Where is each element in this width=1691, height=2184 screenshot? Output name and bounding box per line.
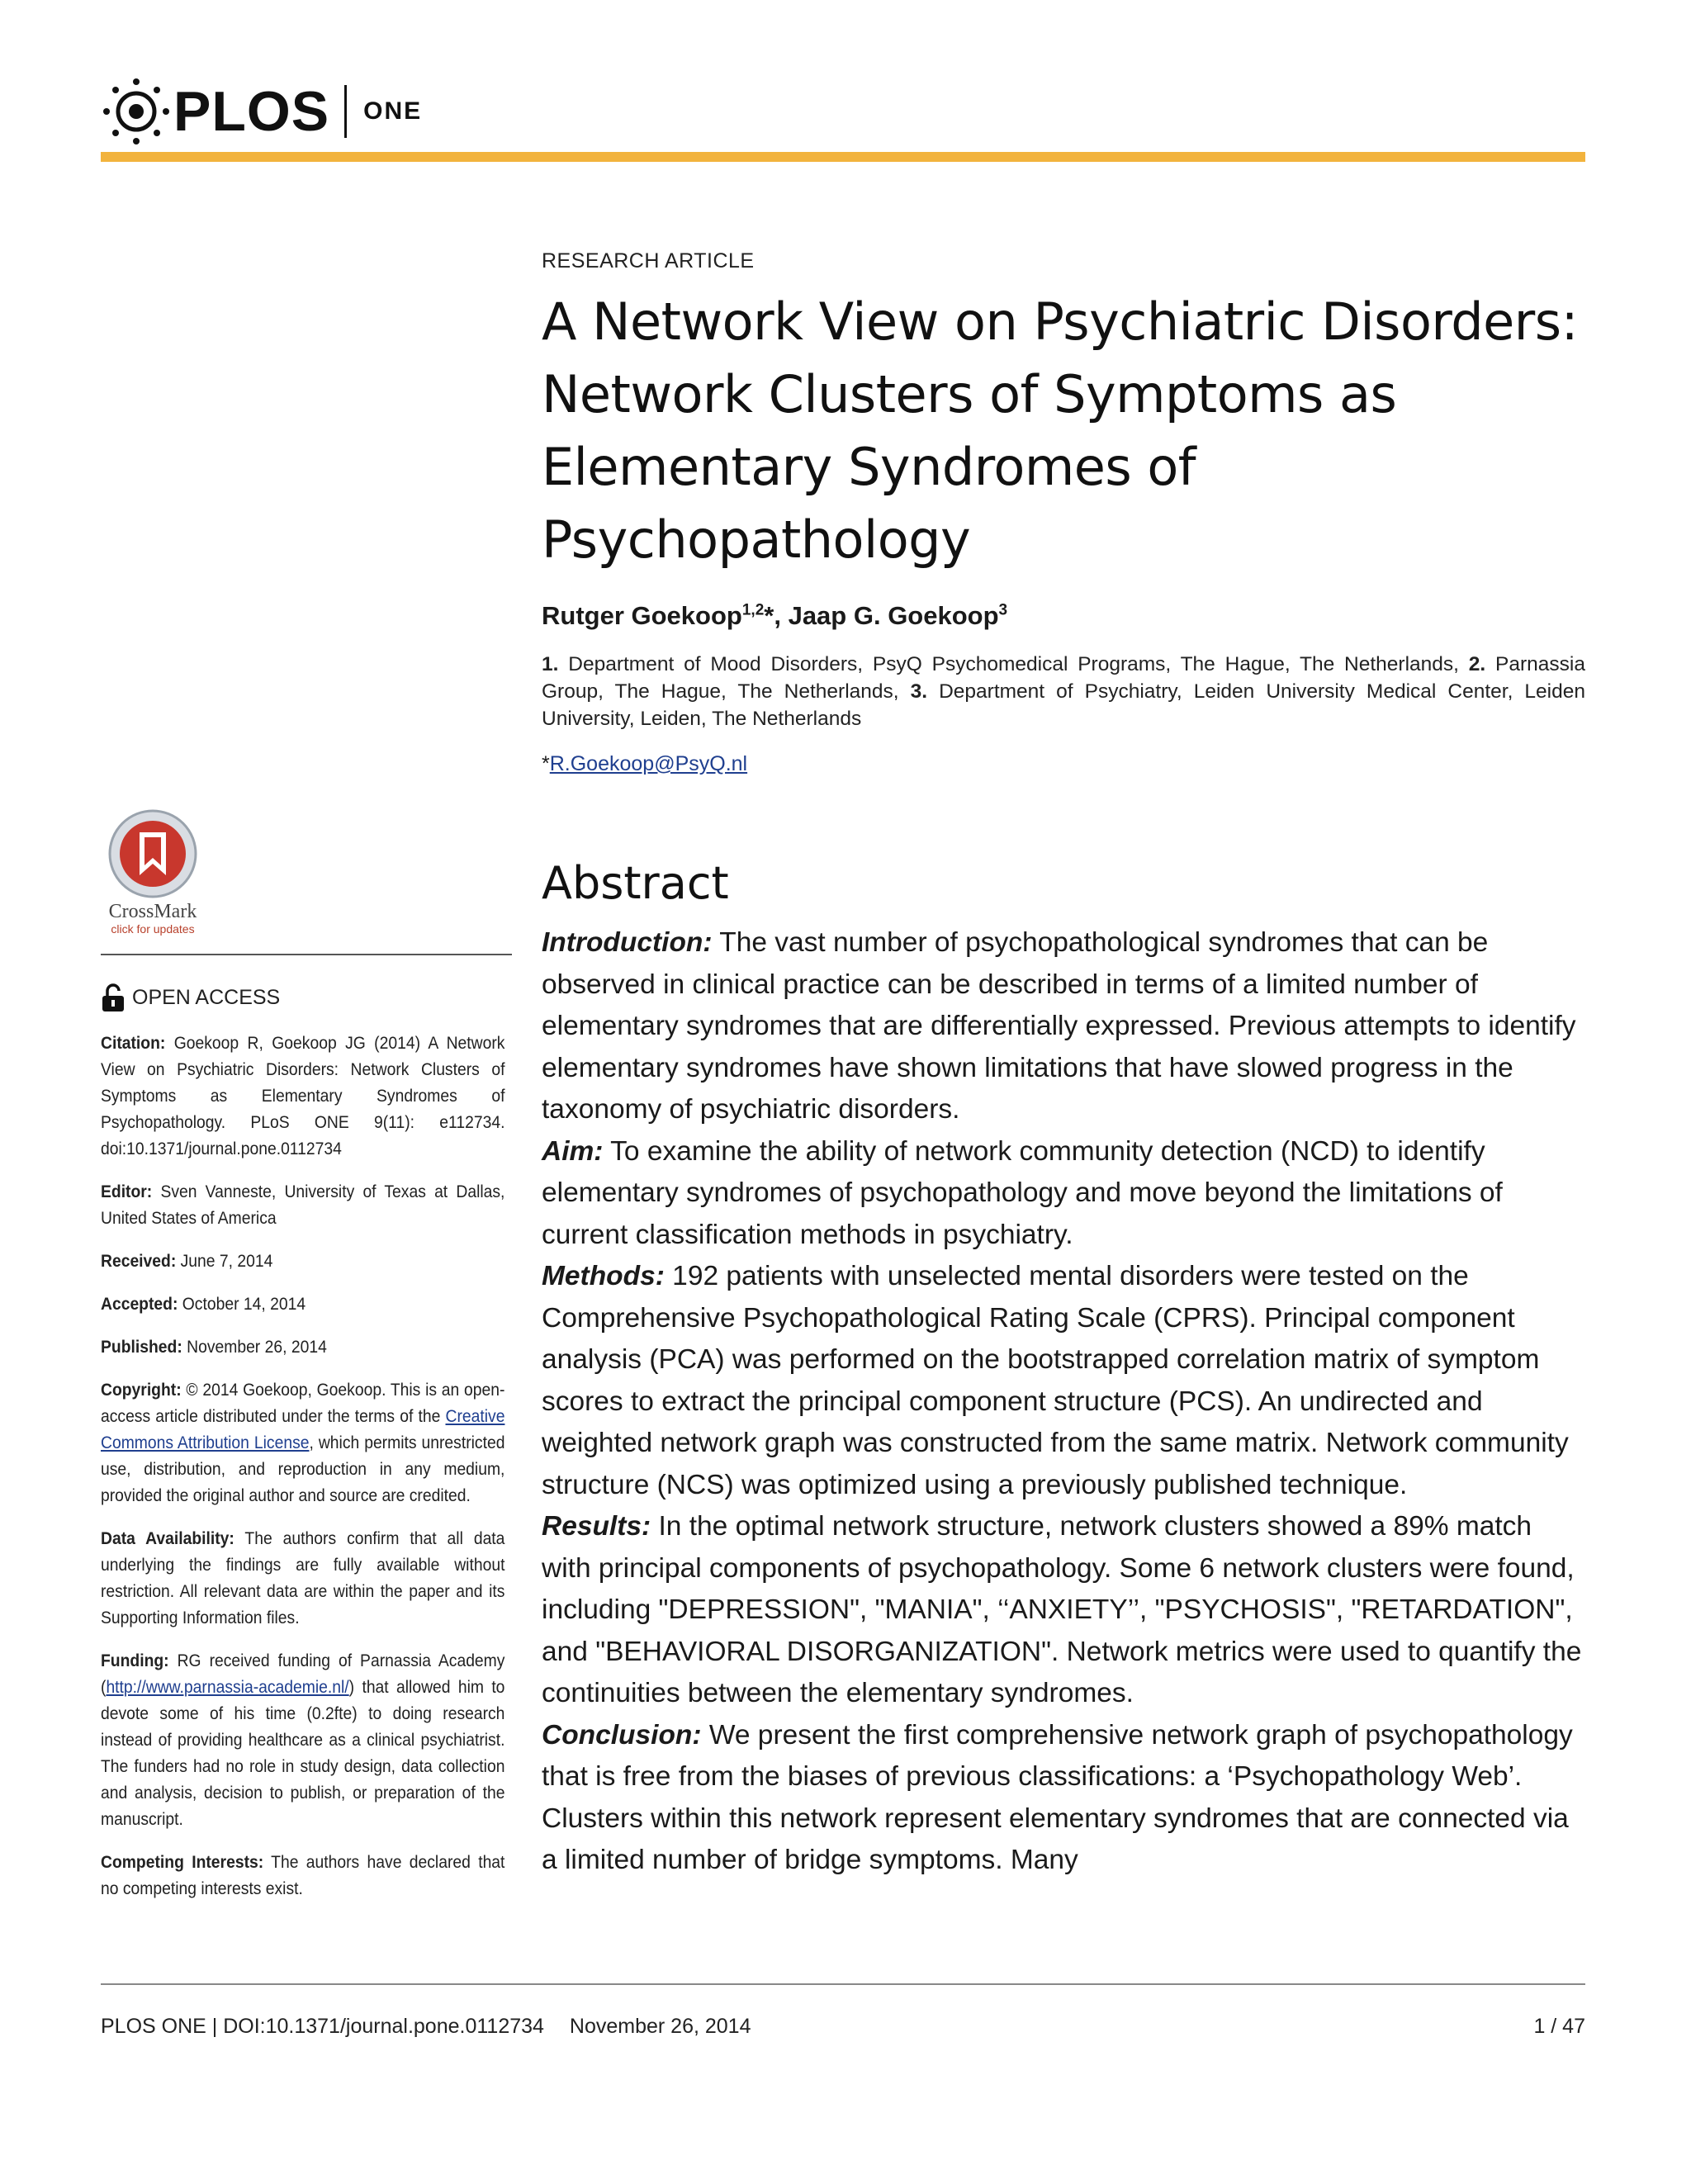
editor-text: Sven Vanneste, University of Texas at Dallas, United States of America xyxy=(101,1182,505,1228)
author-name[interactable]: Rutger Goekoop xyxy=(542,601,742,630)
open-access-label: OPEN ACCESS xyxy=(132,985,281,1009)
competing-interests xyxy=(101,1850,504,1902)
data-availability-label: Data Availability: xyxy=(101,1529,234,1548)
editor xyxy=(101,1179,504,1232)
section-text: To examine the ability of network community detection (NCD) to identify elementary syndromes of psychopathology and move beyond the limitations of current classification methods in psychiatry. xyxy=(542,1135,1503,1250)
published-text: November 26, 2014 xyxy=(182,1338,327,1357)
accepted-date xyxy=(101,1291,504,1318)
journal-name: ONE xyxy=(363,97,423,125)
received-date xyxy=(101,1248,504,1275)
page-footer xyxy=(101,2015,1585,2039)
abstract-methods xyxy=(542,1256,1585,1506)
plos-one-logo[interactable] xyxy=(101,76,422,147)
plos-wordmark: PLOS xyxy=(173,80,330,143)
abstract-heading: Abstract xyxy=(542,857,729,909)
header-accent-rule xyxy=(101,152,1585,162)
article-info-sidebar xyxy=(101,983,505,1919)
footer-date: November 26, 2014 xyxy=(569,2015,751,2038)
open-access-badge xyxy=(101,983,505,1012)
author-affil-sup: 3 xyxy=(998,601,1008,619)
section-text: The vast number of psychopathological syndromes that can be observed in clinical practice can be described in terms of a limited number of elementary syndromes that are differentially expressed. Previous attempts to identify elementary syndromes have shown limitations that have slowed progress in the taxonomy of psychiatric disorders. xyxy=(542,927,1576,1125)
affil-number: 2. xyxy=(1468,653,1486,675)
section-text: We present the first comprehensive network graph of psychopathology that is free from the biases of previous classifications: a ‘Psychopathology Web’. Clusters within this network represent elementary syndromes that are connected via a limited number of bridge symptoms. Many xyxy=(542,1719,1573,1875)
email-link[interactable]: R.Goekoop@PsyQ.nl xyxy=(549,752,748,775)
section-label: Results: xyxy=(542,1511,651,1542)
section-label: Conclusion: xyxy=(542,1719,702,1751)
author-name[interactable]: Jaap G. Goekoop xyxy=(788,601,999,630)
abstract-body xyxy=(542,922,1585,1882)
corresponding-mark: * xyxy=(764,601,774,630)
plos-logo-mark-icon xyxy=(101,76,172,147)
affil-text: Parnassia Group, The Hague, The Netherlands, xyxy=(542,653,1586,703)
published-date xyxy=(101,1334,504,1361)
affil-text: Department of Psychiatry, Leiden University Medical Center, Leiden University, Leiden, The Netherlands xyxy=(542,680,1585,730)
crossmark-label: CrossMark xyxy=(108,901,197,922)
logo-divider xyxy=(344,85,347,138)
abstract-introduction xyxy=(542,922,1585,1131)
citation xyxy=(101,1030,504,1163)
article-main xyxy=(542,244,1585,1882)
affiliations xyxy=(542,651,1585,732)
accepted-label: Accepted: xyxy=(101,1295,178,1314)
license-link[interactable]: Creative Commons Attribution License xyxy=(101,1407,505,1452)
competing-interests-text: The authors have declared that no competing interests exist. xyxy=(101,1853,505,1898)
accepted-text: October 14, 2014 xyxy=(178,1295,306,1314)
copyright-text: © 2014 Goekoop, Goekoop. This is an open-access article distributed under the terms of the xyxy=(101,1381,505,1426)
funding xyxy=(101,1648,504,1833)
email-prefix: * xyxy=(542,752,550,775)
citation-label: Citation: xyxy=(101,1034,166,1053)
abstract-conclusion xyxy=(542,1715,1585,1882)
affil-number: 1. xyxy=(542,653,559,675)
section-label: Aim: xyxy=(542,1135,604,1167)
section-label: Introduction: xyxy=(542,927,713,958)
copyright-label: Copyright: xyxy=(101,1381,182,1400)
abstract-results xyxy=(542,1506,1585,1715)
affil-number: 3. xyxy=(910,680,928,703)
article-title: A Network View on Psychiatric Disorders: Network Clusters of Symptoms as Elementary Syndromes of Psychopathology xyxy=(542,291,1578,570)
footer-journal-doi: PLOS ONE | DOI:10.1371/journal.pone.0112734 xyxy=(101,2015,544,2038)
funding-label: Funding: xyxy=(101,1651,169,1670)
author-separator: , xyxy=(774,601,789,630)
footer-rule xyxy=(101,1983,1585,1985)
crossmark-icon xyxy=(107,808,199,900)
received-text: June 7, 2014 xyxy=(176,1252,273,1271)
corresponding-email xyxy=(542,752,1585,776)
article-type: RESEARCH ARTICLE xyxy=(542,249,755,272)
author-affil-sup: 1,2 xyxy=(741,601,765,619)
copyright-text: , which permits unrestricted use, distribution, and reproduction in any medium, provided the original author and source are credited. xyxy=(101,1433,505,1505)
section-label: Methods: xyxy=(542,1261,665,1291)
affil-text: Department of Mood Disorders, PsyQ Psychomedical Programs, The Hague, The Netherlands, xyxy=(558,653,1469,675)
funding-text: RG received funding of Parnassia Academy ( xyxy=(101,1651,505,1697)
abstract-aim xyxy=(542,1131,1585,1257)
open-lock-icon xyxy=(101,983,126,1012)
received-label: Received: xyxy=(101,1252,177,1271)
author-list xyxy=(542,601,1585,631)
data-availability xyxy=(101,1526,504,1632)
funding-text: ) that allowed him to devote some of his time (0.2fte) to doing research instead of providing healthcare as a clinical psychiatrist. The funders had no role in study design, data collection and analysis, decision to publish, or preparation of the manuscript. xyxy=(101,1678,505,1829)
sidebar-divider xyxy=(101,954,512,955)
competing-interests-label: Competing Interests: xyxy=(101,1853,264,1872)
section-text: 192 patients with unselected mental disorders were tested on the Comprehensive Psychopathological Rating Scale (CPRS). Principal component analysis (PCA) was performed on the bootstrapped correlation matrix of symptom scores to extract the principal component structure (PCS). An undirected and weighted network graph was constructed from the same matrix. Network community structure (NCS) was optimized using a previously published technique. xyxy=(542,1261,1569,1500)
copyright xyxy=(101,1377,504,1509)
section-text: In the optimal network structure, network clusters showed a 89% match with principal components of psychopathology. Some 6 network clusters were found, including "DEPRESSION", "MANIA", ‘‘ANXIETY’’, "PSYCHOSIS", "RETARDATION", and "BEHAVIORAL DISORGANIZATION". Network metrics were used to quantify the continuities between the elementary syndromes. xyxy=(542,1511,1582,1708)
citation-text: Goekoop R, Goekoop JG (2014) A Network View on Psychiatric Disorders: Network Clusters of Symptoms as Elementary Syndromes of Psychopathology. PLoS ONE 9(11): e112734. doi:10.1371/journal.pone.0112734 xyxy=(101,1034,505,1158)
page-number: 1 / 47 xyxy=(1533,2015,1585,2038)
published-label: Published: xyxy=(101,1338,182,1357)
crossmark-badge[interactable] xyxy=(99,808,206,936)
funding-link[interactable]: http://www.parnassia-academie.nl/ xyxy=(106,1678,349,1697)
data-availability-text: The authors confirm that all data underlying the findings are fully available without restriction. All relevant data are within the paper and its Supporting Information files. xyxy=(101,1529,505,1627)
crossmark-sublabel: click for updates xyxy=(111,922,195,936)
editor-label: Editor: xyxy=(101,1182,153,1201)
